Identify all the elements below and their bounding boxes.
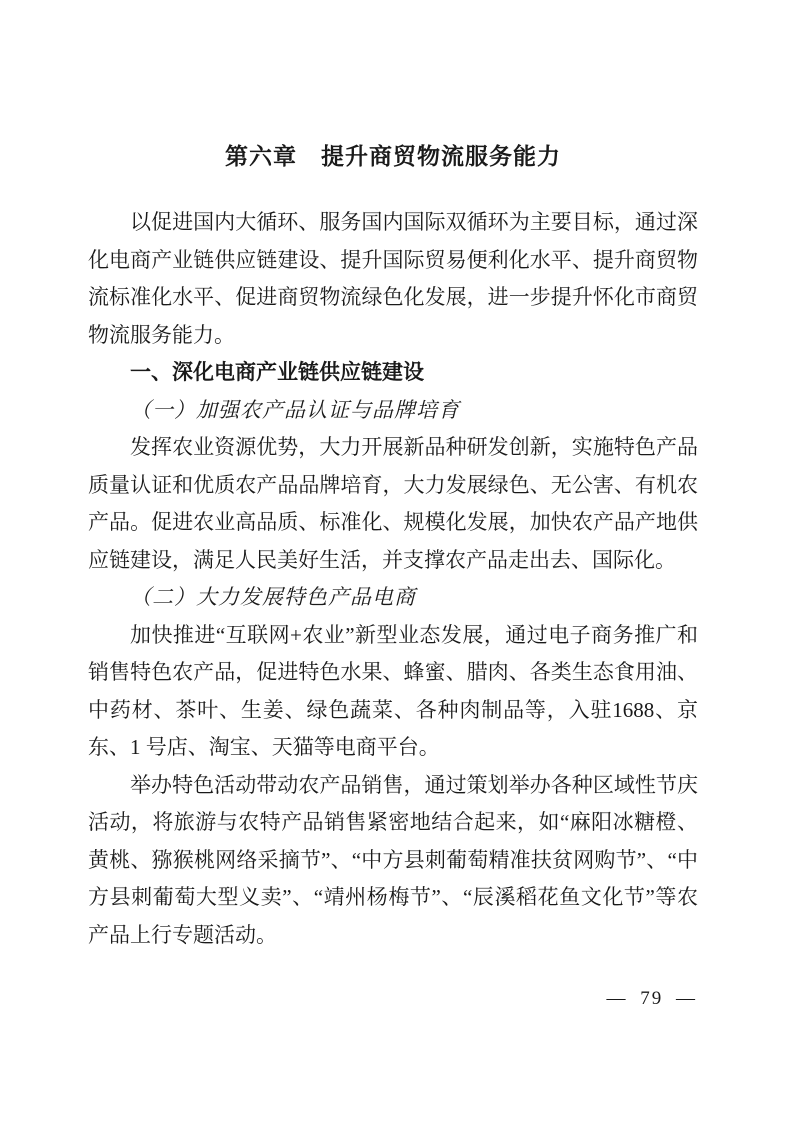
subsection-1-heading: （一）加强农产品认证与品牌培育: [130, 397, 460, 422]
page-number: — 79 —: [606, 988, 697, 1009]
section-1-heading: 一、深化电商产业链供应链建设: [130, 361, 424, 384]
subsection-2-paragraph-2: 举办特色活动带动农产品销售，通过策划举办各种区域性节庆活动，将旅游与农特产品销售紧密地结合起来，如“麻阳冰糖橙、黄桃、猕猴桃网络采摘节”、“中方县刺葡萄精准扶贫网购节”、“中方县刺葡萄大型义卖”、“靖州杨梅节”、“辰溪稻花鱼文化节”等农产品上行专题活动。: [88, 772, 698, 947]
subsection-2-paragraph-1: 加快推进“互联网+农业”新型业态发展，通过电子商务推广和销售特色农产品，促进特色水果、蜂蜜、腊肉、各类生态食用油、中药材、茶叶、生姜、绿色蔬菜、各种肉制品等，入驻1688、京东、1 号店、淘宝、天猫等电商平台。: [88, 622, 698, 759]
intro-paragraph: 以促进国内大循环、服务国内国际双循环为主要目标，通过深化电商产业链供应链建设、提升国际贸易便利化水平、提升商贸物流标准化水平、促进商贸物流绿色化发展，进一步提升怀化市商贸物流服务能力。: [88, 210, 698, 347]
chapter-title: 第六章 提升商贸物流服务能力: [225, 143, 561, 169]
page-content: [88, 141, 698, 954]
subsection-2-heading: （二）大力发展特色产品电商: [130, 585, 416, 609]
subsection-1-paragraph: 发挥农业资源优势，大力开展新品种研发创新，实施特色产品质量认证和优质农产品品牌培育，大力发展绿色、无公害、有机农产品。促进农业高品质、标准化、规模化发展，加快农产品产地供应链建设，满足人民美好生活，并支撑农产品走出去、国际化。: [88, 435, 698, 572]
